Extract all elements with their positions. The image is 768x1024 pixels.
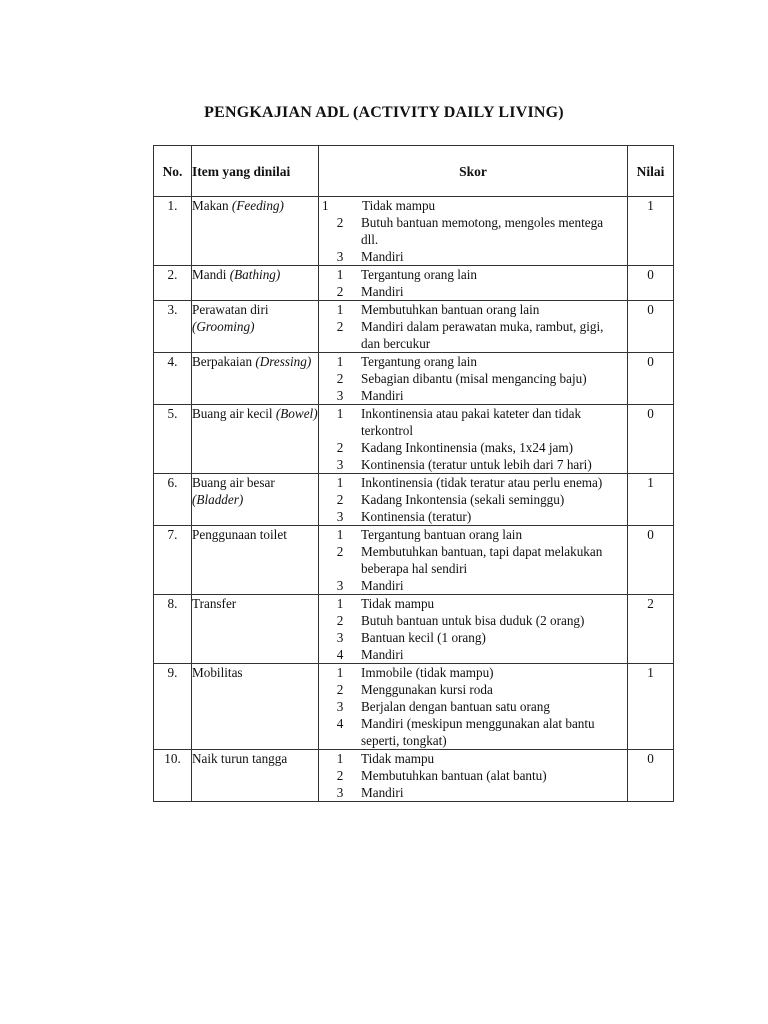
skor-cell xyxy=(319,197,628,266)
score-option-text: Mandiri (meskipun menggunakan alat bantu seperti, tongkat) xyxy=(361,716,595,748)
item-cell xyxy=(192,197,319,266)
nilai-value: 0 xyxy=(628,405,674,474)
score-option xyxy=(319,353,627,370)
row-number: 3. xyxy=(154,301,192,353)
table-row xyxy=(154,197,674,266)
score-option-text: Tidak mampu xyxy=(361,596,435,611)
score-option-text: Immobile (tidak mampu) xyxy=(361,665,494,680)
item-cell xyxy=(192,595,319,664)
score-option-number: 1 xyxy=(336,751,344,766)
score-option xyxy=(319,439,627,456)
table-body xyxy=(154,197,674,802)
nilai-value: 0 xyxy=(628,353,674,405)
page-title: PENGKAJIAN ADL (ACTIVITY DAILY LIVING) xyxy=(204,104,564,121)
score-option xyxy=(319,681,627,698)
score-option-number: 1 xyxy=(336,354,344,369)
table-header-row xyxy=(154,146,674,197)
item-english-label: (Bathing) xyxy=(229,267,281,282)
score-option xyxy=(319,543,627,577)
score-option-text: Tergantung orang lain xyxy=(361,267,478,282)
header-skor: Skor xyxy=(319,146,628,197)
score-option xyxy=(319,612,627,629)
score-option xyxy=(319,266,627,283)
nilai-value: 1 xyxy=(628,197,674,266)
skor-cell xyxy=(319,353,628,405)
score-option-number: 1 xyxy=(336,665,344,680)
score-option-text: Kontinensia (teratur) xyxy=(361,509,472,524)
nilai-value: 1 xyxy=(628,474,674,526)
score-option xyxy=(319,595,627,612)
table-row xyxy=(154,301,674,353)
nilai-value: 0 xyxy=(628,526,674,595)
header-nilai: Nilai xyxy=(628,146,674,197)
score-option-text: Mandiri xyxy=(361,249,404,264)
score-option xyxy=(319,456,627,473)
adl-table xyxy=(153,145,674,802)
score-option-number: 2 xyxy=(336,371,344,386)
score-option-text: Tergantung orang lain xyxy=(361,354,478,369)
item-cell xyxy=(192,405,319,474)
item-english-label: (Bladder) xyxy=(192,492,244,507)
score-option-text: Mandiri xyxy=(361,578,404,593)
score-option xyxy=(319,629,627,646)
score-option-number: 1 xyxy=(336,596,344,611)
score-option xyxy=(319,698,627,715)
score-option xyxy=(319,715,627,749)
row-number: 5. xyxy=(154,405,192,474)
table-row xyxy=(154,474,674,526)
item-english-label: (Grooming) xyxy=(192,319,255,334)
nilai-value: 0 xyxy=(628,750,674,802)
score-option xyxy=(319,646,627,663)
score-option-number: 3 xyxy=(336,509,344,524)
score-option-text: Kadang Inkontinensia (maks, 1x24 jam) xyxy=(361,440,574,455)
row-number: 10. xyxy=(154,750,192,802)
item-label: Mandi xyxy=(192,267,227,282)
score-option-number: 1 xyxy=(322,198,329,213)
score-option-number: 1 xyxy=(336,475,344,490)
score-option-text: Tidak mampu xyxy=(362,198,436,213)
table-row xyxy=(154,405,674,474)
table-row xyxy=(154,526,674,595)
skor-cell xyxy=(319,266,628,301)
skor-cell xyxy=(319,664,628,750)
score-option-number: 1 xyxy=(336,302,344,317)
item-cell xyxy=(192,474,319,526)
item-english-label: (Dressing) xyxy=(255,354,312,369)
table-row xyxy=(154,353,674,405)
score-option-number: 1 xyxy=(336,527,344,542)
row-number: 6. xyxy=(154,474,192,526)
score-option-text: Bantuan kecil (1 orang) xyxy=(361,630,486,645)
row-number: 8. xyxy=(154,595,192,664)
skor-cell xyxy=(319,405,628,474)
score-option-number: 2 xyxy=(336,613,344,628)
item-label: Buang air besar xyxy=(192,475,275,490)
score-option-number: 2 xyxy=(336,768,344,783)
score-option-number: 2 xyxy=(336,682,344,697)
score-option-text: Membutuhkan bantuan, tapi dapat melakukan beberapa hal sendiri xyxy=(361,544,603,576)
item-label: Buang air kecil xyxy=(192,406,273,421)
skor-cell xyxy=(319,301,628,353)
item-cell xyxy=(192,526,319,595)
score-option-text: Membutuhkan bantuan (alat bantu) xyxy=(361,768,547,783)
score-option-text: Menggunakan kursi roda xyxy=(361,682,493,697)
score-option xyxy=(319,784,627,801)
score-option-number: 2 xyxy=(336,544,344,559)
score-option-number: 3 xyxy=(336,578,344,593)
score-option-text: Inkontinensia atau pakai kateter dan tidak terkontrol xyxy=(361,406,582,438)
item-english-label: (Feeding) xyxy=(231,198,284,213)
score-option-text: Tergantung bantuan orang lain xyxy=(361,527,523,542)
item-label: Berpakaian xyxy=(192,354,253,369)
skor-cell xyxy=(319,474,628,526)
header-no: No. xyxy=(154,146,192,197)
skor-cell xyxy=(319,526,628,595)
score-option xyxy=(319,405,627,439)
score-option-text: Mandiri xyxy=(361,785,404,800)
row-number: 2. xyxy=(154,266,192,301)
item-label: Transfer xyxy=(192,596,237,611)
item-label: Makan xyxy=(192,198,229,213)
score-option xyxy=(319,283,627,300)
score-option-text: Membutuhkan bantuan orang lain xyxy=(361,302,540,317)
nilai-value: 0 xyxy=(628,266,674,301)
score-option xyxy=(319,387,627,404)
score-option-text: Mandiri xyxy=(361,284,404,299)
score-option-text: Sebagian dibantu (misal mengancing baju) xyxy=(361,371,587,386)
table-row xyxy=(154,750,674,802)
score-option-text: Butuh bantuan untuk bisa duduk (2 orang) xyxy=(361,613,585,628)
row-number: 1. xyxy=(154,197,192,266)
score-option-text: Kontinensia (teratur untuk lebih dari 7 hari) xyxy=(361,457,592,472)
score-option xyxy=(319,508,627,525)
score-option-number: 2 xyxy=(336,284,344,299)
nilai-value: 0 xyxy=(628,301,674,353)
score-option-number: 1 xyxy=(336,406,344,421)
score-option-number: 4 xyxy=(336,716,344,731)
item-cell xyxy=(192,664,319,750)
score-option xyxy=(319,318,627,352)
score-option xyxy=(319,767,627,784)
score-option-text: Tidak mampu xyxy=(361,751,435,766)
score-option-number: 3 xyxy=(336,388,344,403)
item-label: Naik turun tangga xyxy=(192,751,288,766)
item-cell xyxy=(192,353,319,405)
score-option-number: 2 xyxy=(336,319,344,334)
score-option xyxy=(319,491,627,508)
table-row xyxy=(154,664,674,750)
score-option xyxy=(319,664,627,681)
item-label: Penggunaan toilet xyxy=(192,527,287,542)
table-row xyxy=(154,595,674,664)
score-option-number: 3 xyxy=(336,785,344,800)
score-option-text: Mandiri xyxy=(361,647,404,662)
header-item: Item yang dinilai xyxy=(192,146,319,197)
item-english-label: (Bowel) xyxy=(275,406,318,421)
item-label: Perawatan diri xyxy=(192,302,269,317)
skor-cell xyxy=(319,595,628,664)
item-cell xyxy=(192,266,319,301)
table-row xyxy=(154,266,674,301)
score-option xyxy=(319,370,627,387)
score-option-text: Berjalan dengan bantuan satu orang xyxy=(361,699,550,714)
skor-cell xyxy=(319,750,628,802)
score-option-number: 2 xyxy=(336,492,344,507)
score-option-number: 1 xyxy=(336,267,344,282)
score-option-text: Mandiri xyxy=(361,388,404,403)
score-option-text: Mandiri dalam perawatan muka, rambut, gigi, dan bercukur xyxy=(361,319,604,351)
score-option-number: 2 xyxy=(336,215,344,230)
nilai-value: 2 xyxy=(628,595,674,664)
row-number: 7. xyxy=(154,526,192,595)
score-option-number: 3 xyxy=(336,457,344,472)
item-label: Mobilitas xyxy=(192,665,243,680)
row-number: 9. xyxy=(154,664,192,750)
score-option-number: 4 xyxy=(336,647,344,662)
item-cell xyxy=(192,750,319,802)
score-option xyxy=(319,214,627,248)
score-option xyxy=(319,750,627,767)
score-option xyxy=(319,474,627,491)
score-option-text: Butuh bantuan memotong, mengoles mentega dll. xyxy=(361,215,604,247)
score-option-number: 3 xyxy=(336,249,344,264)
score-option-number: 2 xyxy=(336,440,344,455)
nilai-value: 1 xyxy=(628,664,674,750)
score-option xyxy=(319,301,627,318)
score-option-text: Inkontinensia (tidak teratur atau perlu enema) xyxy=(361,475,603,490)
score-option-text: Kadang Inkontensia (sekali seminggu) xyxy=(361,492,565,507)
score-option-number: 3 xyxy=(336,699,344,714)
item-cell xyxy=(192,301,319,353)
score-option xyxy=(319,526,627,543)
score-option-number: 3 xyxy=(336,630,344,645)
score-option xyxy=(319,577,627,594)
row-number: 4. xyxy=(154,353,192,405)
score-option xyxy=(319,248,627,265)
score-option xyxy=(319,197,627,214)
